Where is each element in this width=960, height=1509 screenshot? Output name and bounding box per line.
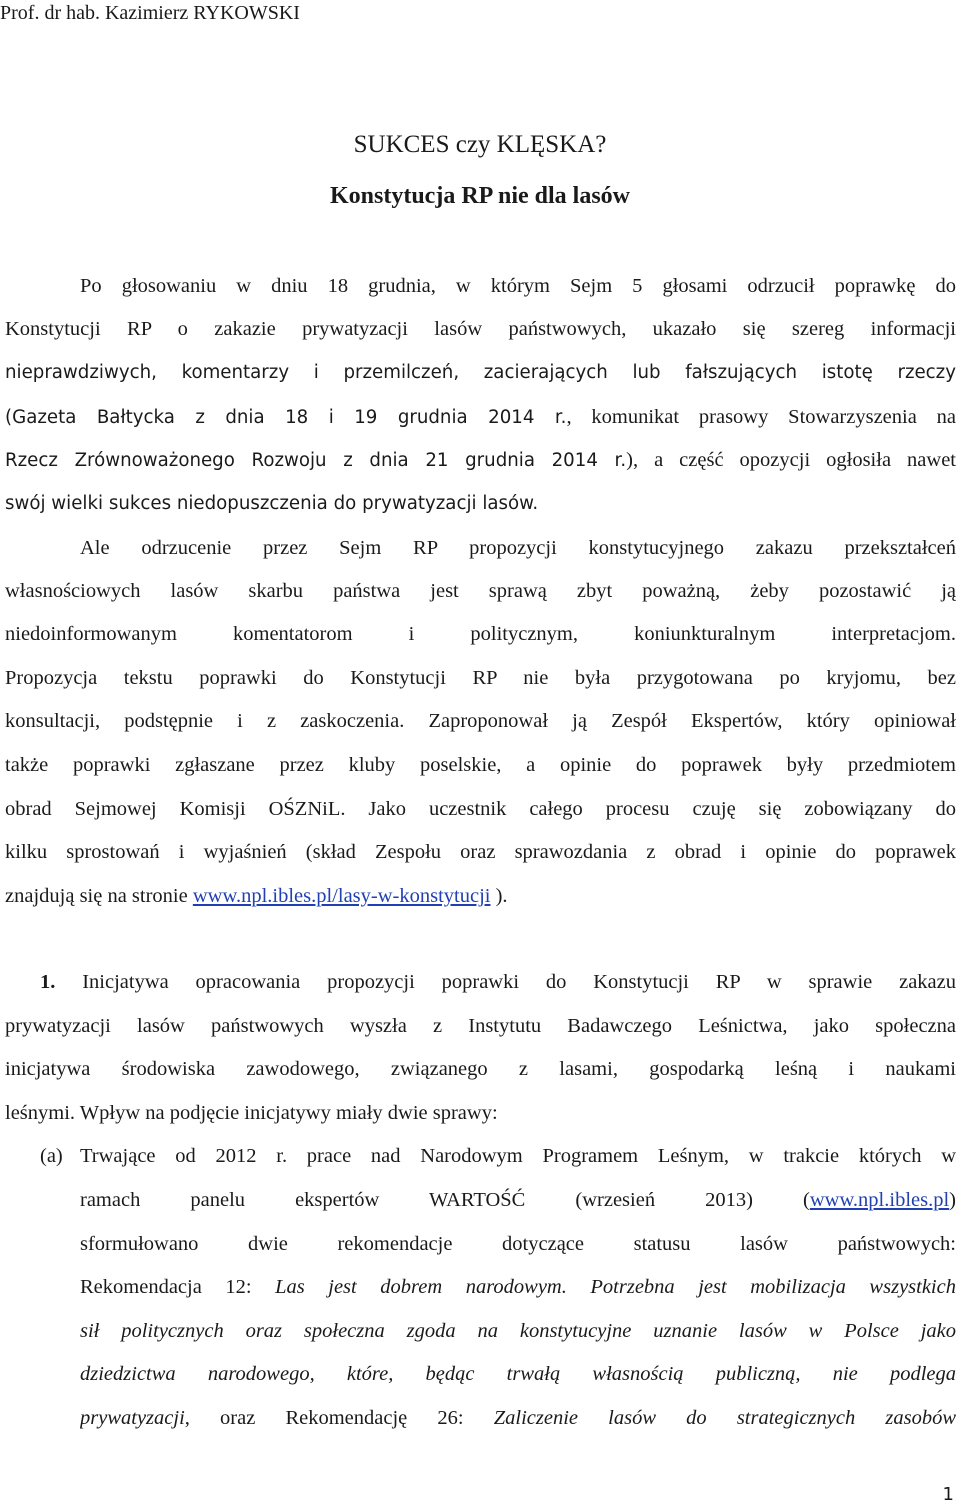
p3-line-2: prywatyzacji lasów państwowych wyszła z Instytutu Badawczego Leśnictwa, jako społeczna xyxy=(5,1015,956,1037)
npl-link[interactable]: www.npl.ibles.pl xyxy=(809,1189,950,1211)
item-a-line-5: sił politycznych oraz społeczna zgoda na konstytucyjne uznanie lasów w Polsce jako xyxy=(80,1320,956,1342)
item-a-line-6: dziedzictwa narodowego, które, będąc trwałą własnością publiczną, nie podlega xyxy=(80,1363,956,1385)
p1-line-2: Konstytucji RP o zakazie prywatyzacji lasów państwowych, ukazało się szereg informacji xyxy=(5,318,956,340)
item-a-line-4-italic: Las jest dobrem narodowym. Potrzebna jest mobilizacja wszystkich xyxy=(275,1276,956,1298)
p2-line-5: konsultacji, podstępnie i z zaskoczenia. Zaproponował ją Zespół Ekspertów, który opiniował xyxy=(5,710,956,732)
title-line-2: Konstytucja RP nie dla lasów xyxy=(329,183,631,209)
item-a-line-7-italic-1: prywatyzacji xyxy=(80,1407,185,1429)
p1-line-4 xyxy=(5,403,956,431)
p2-line-9-pre: znajdują się na stronie xyxy=(5,885,193,907)
item-a-line-3: sformułowano dwie rekomendacje dotyczące statusu lasów państwowych: xyxy=(80,1233,956,1255)
p2-line-8: kilku sprostowań i wyjaśnień (skład Zespołu oraz sprawozdania z obrad i opinie do poprawek xyxy=(5,841,956,863)
item-a-line-1: Trwające od 2012 r. prace nad Narodowym Programem Leśnym, w trakcie których w xyxy=(80,1145,956,1167)
item-a-marker: (a) xyxy=(40,1145,63,1167)
p1-line-6: swój wielki sukces niedopuszczenia do prywatyzacji lasów. xyxy=(5,493,539,514)
item-a-line-2 xyxy=(80,1186,956,1214)
p1-line-4a: (Gazeta Bałtycka z dnia 18 i 19 grudnia 2014 r. xyxy=(5,407,567,428)
p2-line-9-post: ). xyxy=(490,885,508,907)
npl-constitution-link[interactable]: www.npl.ibles.pl/lasy-w-konstytucji xyxy=(192,885,491,907)
page-number: 1 xyxy=(942,1484,954,1505)
p3-line-1 xyxy=(40,968,956,996)
p2-line-1: Ale odrzucenie przez Sejm RP propozycji konstytucyjnego zakazu przekształceń xyxy=(80,537,956,559)
item-a-line-7-mid: , oraz Rekomendację 26: xyxy=(184,1407,494,1429)
p1-line-1: Po głosowaniu w dniu 18 grudnia, w którym Sejm 5 głosami odrzucił poprawkę do xyxy=(80,275,956,297)
p1-line-3: nieprawdziwych, komentarzy i przemilczeń, zacierających lub fałszujących istotę rzeczy xyxy=(5,362,956,383)
item-a-line-2-post: ) xyxy=(949,1189,956,1211)
p3-line-1-text: Inicjatywa opracowania propozycji poprawki do Konstytucji RP w sprawie zakazu xyxy=(55,971,956,993)
p2-line-2: własnościowych lasów skarbu państwa jest sprawą zbyt poważną, żeby pozostawić ją xyxy=(5,580,956,602)
section-number: 1. xyxy=(40,971,56,993)
p2-line-6: także poprawki zgłaszane przez kluby poselskie, a opinie do poprawek były przedmiotem xyxy=(5,754,956,776)
p1-line-5b: ), a część opozycji ogłosiła nawet xyxy=(626,449,956,471)
p1-line-5a: Rzecz Zrównoważonego Rozwoju z dnia 21 grudnia 2014 r. xyxy=(5,450,627,471)
p3-line-4: leśnymi. Wpływ na podjęcie inicjatywy miały dwie sprawy: xyxy=(5,1102,498,1124)
item-a-line-7-italic-2: Zaliczenie lasów do strategicznych zasobów xyxy=(493,1407,956,1429)
p2-line-4: Propozycja tekstu poprawki do Konstytucji RP nie była przygotowana po kryjomu, bez xyxy=(5,667,956,689)
p2-line-9 xyxy=(5,882,956,910)
p1-line-4b: , komunikat prasowy Stowarzyszenia na xyxy=(566,406,956,428)
item-a-line-4 xyxy=(80,1273,956,1301)
title-line-1: SUKCES czy KLĘSKA? xyxy=(353,131,607,158)
item-a-line-7 xyxy=(80,1404,956,1432)
item-a-line-2-pre: ramach panelu ekspertów WARTOŚĆ (wrzesień 2013) ( xyxy=(80,1189,810,1211)
item-a-line-4-pre: Rekomendacja 12: xyxy=(80,1276,276,1298)
p2-line-3: niedoinformowanym komentatorom i politycznym, koniunkturalnym interpretacjom. xyxy=(5,623,956,645)
author-header: Prof. dr hab. Kazimierz RYKOWSKI xyxy=(0,2,300,24)
p3-line-3: inicjatywa środowiska zawodowego, związanego z lasami, gospodarką leśną i naukami xyxy=(5,1058,956,1080)
p2-line-7: obrad Sejmowej Komisji OŚZNiL. Jako uczestnik całego procesu czuję się zobowiązany do xyxy=(5,798,956,820)
p1-line-5 xyxy=(5,446,956,474)
